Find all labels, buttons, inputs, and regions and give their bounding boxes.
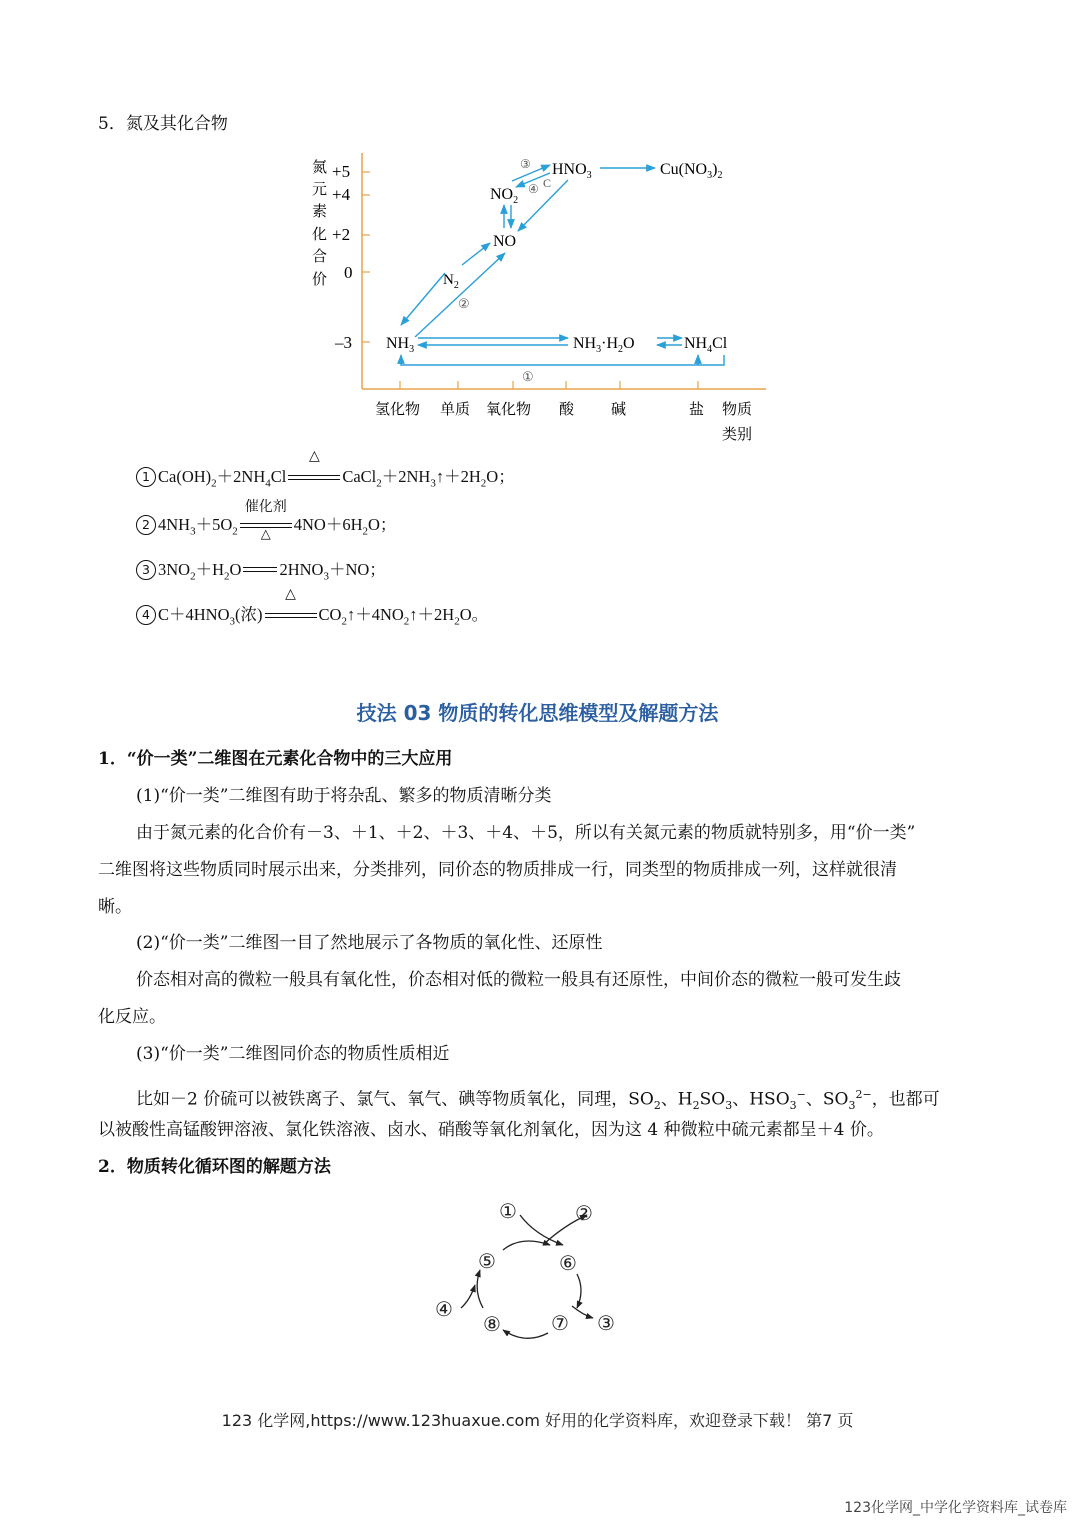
y-label-char: 元 bbox=[312, 182, 328, 198]
subsection-3-title: (3)“价一类”二维图同价态的物质性质相近 bbox=[136, 1044, 450, 1064]
arrow-nh3-to-no bbox=[415, 253, 505, 337]
reaction-3: 3 $3NO_2+H_2O$ $2HNO_3+NO$； bbox=[136, 556, 386, 582]
x-axis-label: 类别 bbox=[722, 427, 753, 443]
y-label-char: 价 bbox=[312, 272, 328, 288]
y-label-char: 素 bbox=[312, 204, 328, 220]
species-no2: $NO_2$ bbox=[490, 186, 519, 206]
reaction-label-3: ③ bbox=[520, 157, 531, 171]
reaction-1: 1 $Ca(OH)_2+2NH_4Cl$ △ $CaCl_2+2NH_3↑+2H_2O$； bbox=[136, 463, 515, 489]
reaction-label-4: ④ bbox=[528, 182, 539, 196]
x-axis-label: 物质 bbox=[722, 402, 753, 418]
arrow-nh3-to-n2 bbox=[401, 273, 445, 325]
page-footer: 123 化学网,https://www.123huaxue.com 好用的化学资料库，欢迎登录下载！ 第7 页 bbox=[221, 1411, 854, 1430]
y-label-char: 化 bbox=[312, 227, 328, 243]
reaction-2: 2 $4NH_3+5O_2$ 催化剂 △ $4NO+6H_2O$； bbox=[136, 511, 396, 537]
x-category-label: 碱 bbox=[611, 402, 627, 418]
reaction-label-1: ① bbox=[522, 369, 534, 384]
x-category-label: 单质 bbox=[440, 402, 471, 418]
subsection-3-text: 以被酸性高锰酸钾溶液、氯化铁溶液、卤水、硝酸等氧化剂氧化，因为这 4 种微粒中硫元素都呈＋4 价。 bbox=[98, 1120, 884, 1140]
arrow-nh4cl-to-nh3-loop bbox=[401, 355, 724, 365]
cycle-node-4: ④ bbox=[435, 1299, 453, 1321]
subsection-2-text: 化反应。 bbox=[98, 1007, 166, 1027]
subsection-1-text: 由于氮元素的化合价有－3、＋1、＋2、＋3、＋4、＋5，所以有关氮元素的物质就特别多，用“价一类” bbox=[136, 823, 916, 843]
species-n2: $N_2$ bbox=[443, 272, 459, 291]
y-tick-label: +5 bbox=[332, 162, 351, 181]
subsection-1-text: 晰。 bbox=[98, 897, 132, 917]
reaction-4: 4 $C+4HNO_3$(浓) △ $CO_2↑+4NO_2↑+2H_2O$。 bbox=[136, 601, 488, 627]
species-hno3: $HNO_3$ bbox=[552, 161, 592, 181]
species-cu-no3-2: $Cu(NO_3)_2$ bbox=[660, 161, 723, 181]
reaction-label-2: ② bbox=[458, 296, 470, 311]
transformation-cycle-diagram bbox=[425, 1190, 635, 1360]
cycle-node-1: ① bbox=[499, 1201, 517, 1223]
y-label-char: 合 bbox=[312, 249, 328, 265]
subsection-2-text: 价态相对高的微粒一般具有氧化性，价态相对低的微粒一般具有还原性，中间价态的微粒一般可发生歧 bbox=[136, 970, 901, 990]
y-tick-label: 0 bbox=[344, 263, 353, 282]
y-label-char: 氮 bbox=[312, 160, 328, 176]
y-tick-label: +2 bbox=[332, 225, 351, 244]
cycle-node-6: ⑥ bbox=[559, 1253, 577, 1275]
item-2-title: 2．物质转化循环图的解题方法 bbox=[98, 1157, 331, 1177]
x-category-label: 酸 bbox=[559, 402, 575, 418]
subsection-3-text: 比如－2 价硫可以被铁离子、氯气、氧气、碘等物质氧化，同理，$SO_2$、$H_2SO_3$、$HSO_3^-$、$SO_3^{2-}$，也都可 bbox=[136, 1088, 940, 1113]
nitrogen-valence-class-diagram bbox=[300, 145, 780, 445]
cycle-node-2: ② bbox=[575, 1203, 593, 1225]
cycle-node-5: ⑤ bbox=[478, 1251, 496, 1273]
species-nh3-h2o: $NH_3\cdot H_2O$ bbox=[573, 335, 635, 355]
y-tick-label: –3 bbox=[335, 333, 352, 352]
subsection-2-title: (2)“价一类”二维图一目了然地展示了各物质的氧化性、还原性 bbox=[136, 933, 603, 953]
y-tick-label: +4 bbox=[332, 185, 351, 204]
species-no: NO bbox=[493, 233, 517, 250]
item-1-title: 1．“价一类”二维图在元素化合物中的三大应用 bbox=[98, 749, 453, 769]
subsection-1-text: 二维图将这些物质同时展示出来，分类排列，同价态的物质排成一行，同类型的物质排成一列，这样就很清 bbox=[98, 860, 897, 880]
species-nh4cl: $NH_4Cl$ bbox=[684, 335, 728, 355]
cycle-node-3: ③ bbox=[597, 1313, 615, 1335]
arrow-n2-to-no bbox=[462, 243, 490, 265]
x-category-label: 氢化物 bbox=[375, 402, 421, 418]
subsection-1-title: (1)“价一类”二维图有助于将杂乱、繁多的物质清晰分类 bbox=[136, 786, 552, 806]
watermark: 123化学网_中学化学资料库_试卷库 bbox=[844, 1500, 1067, 1516]
section-heading: 技法 03 物质的转化思维模型及解题方法 bbox=[356, 701, 719, 725]
x-category-label: 氧化物 bbox=[486, 402, 532, 418]
reaction-label-c: C bbox=[543, 176, 552, 190]
section-5-title: 5．氮及其化合物 bbox=[98, 114, 228, 134]
species-nh3: $NH_3$ bbox=[386, 335, 415, 355]
cycle-node-8: ⑧ bbox=[483, 1314, 501, 1336]
cycle-node-7: ⑦ bbox=[551, 1313, 569, 1335]
x-category-label: 盐 bbox=[689, 402, 705, 418]
